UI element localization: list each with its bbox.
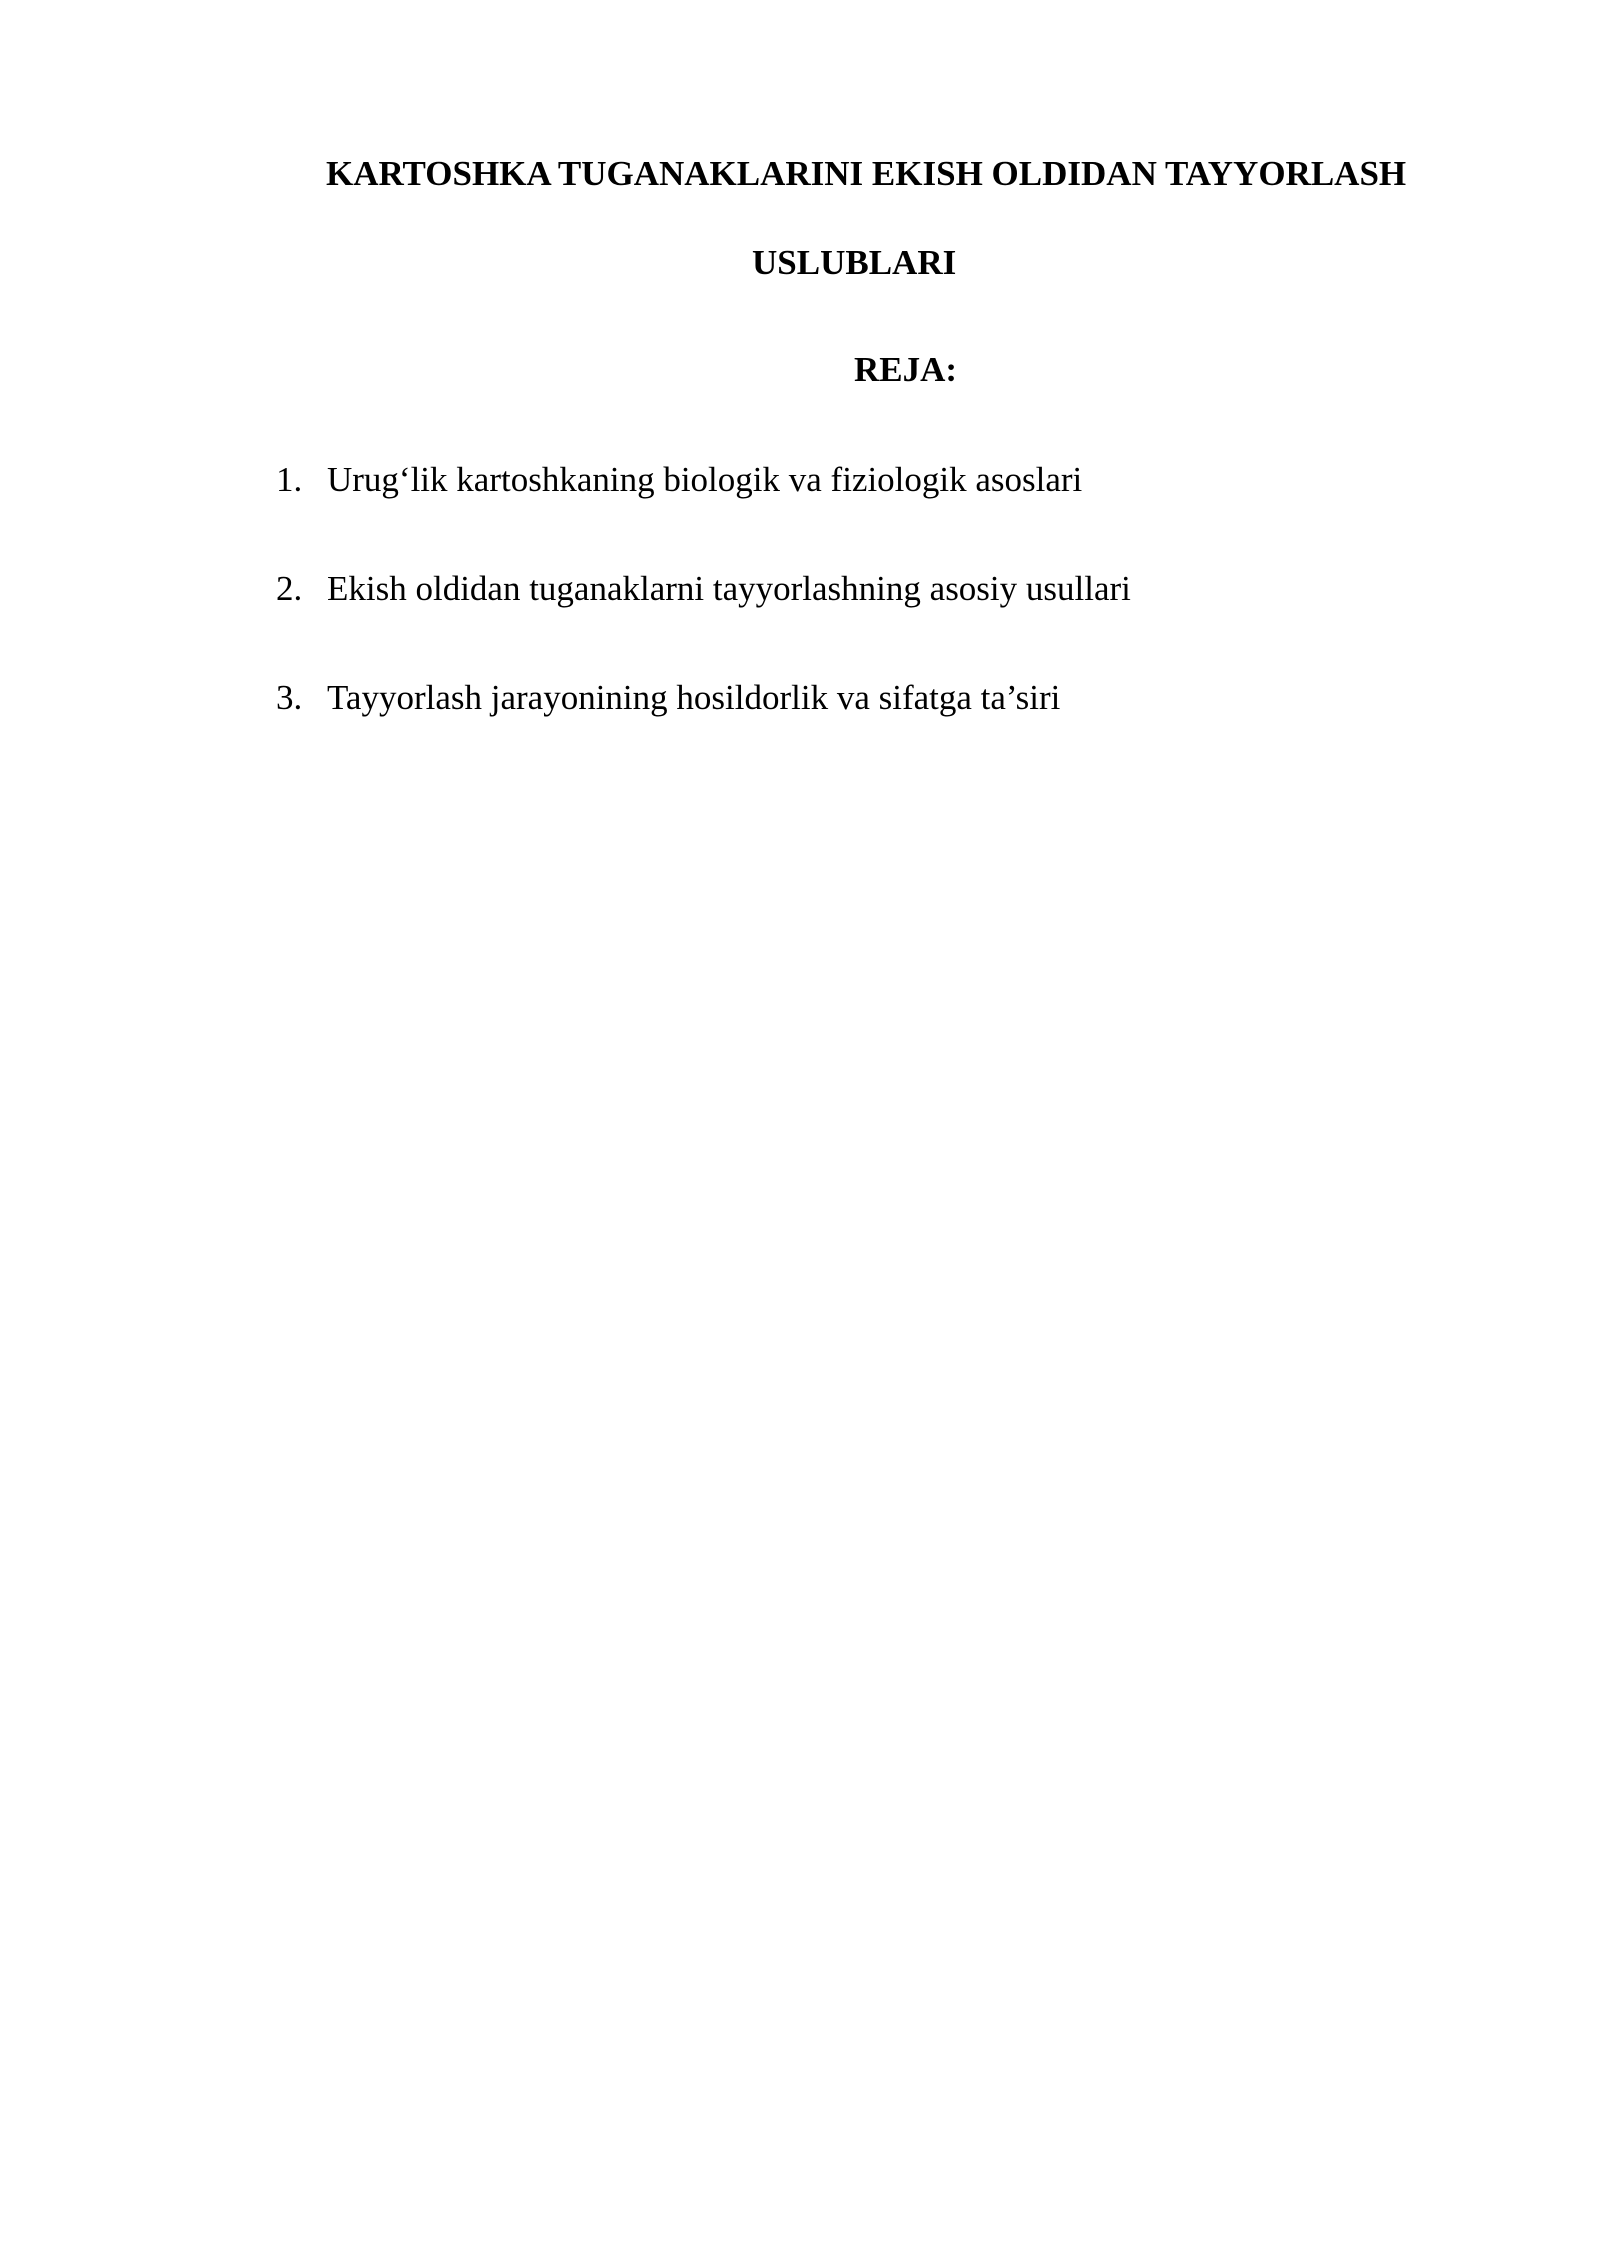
- plan-item-number: 3.: [276, 678, 303, 717]
- plan-item: [276, 460, 1131, 569]
- plan-item: [276, 678, 1131, 787]
- document-title-line-1: KARTOSHKA TUGANAKLARINI EKISH OLDIDAN TAYYORLASH: [326, 154, 1407, 193]
- plan-item-number: 1.: [276, 460, 303, 499]
- plan-item-number: 2.: [276, 569, 303, 608]
- plan-item-text: Urug‘lik kartoshkaning biologik va fiziologik asoslari: [327, 460, 1083, 499]
- plan-item-text: Tayyorlash jarayonining hosildorlik va sifatga ta’siri: [327, 678, 1061, 717]
- plan-item: [276, 569, 1131, 678]
- plan-list: [276, 460, 1131, 787]
- plan-item-text: Ekish oldidan tuganaklarni tayyorlashning asosiy usullari: [327, 569, 1131, 608]
- document-title-line-2: USLUBLARI: [752, 243, 957, 282]
- plan-heading: REJA:: [854, 350, 958, 389]
